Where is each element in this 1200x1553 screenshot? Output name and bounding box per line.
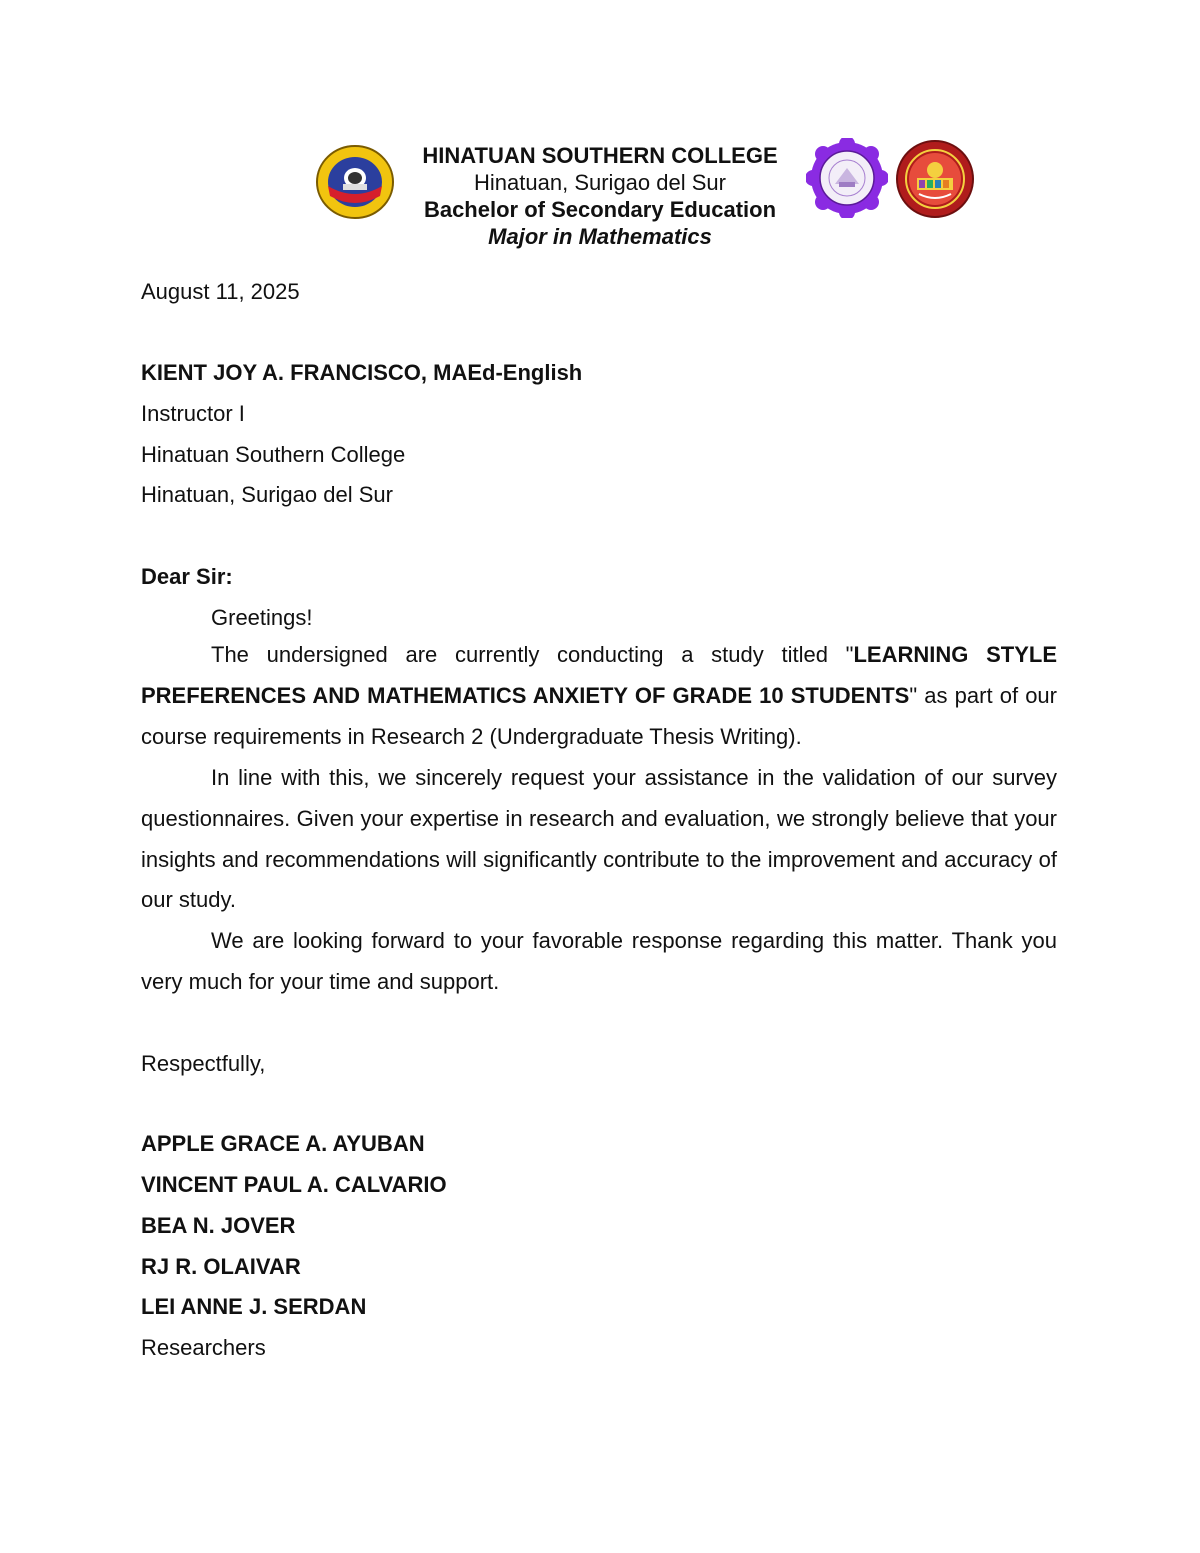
- program-major: Major in Mathematics: [488, 224, 712, 249]
- program-seal-icon: [806, 138, 888, 218]
- signatory: APPLE GRACE A. AYUBAN: [141, 1131, 425, 1156]
- study-title: LEARNING STYLE PREFERENCES AND MATHEMATICS ANXIETY OF GRADE 10 STUDENTS: [141, 642, 1057, 708]
- paragraph-1-rest: " as part of our course requirements in Research 2 (Undergraduate Thesis Writing).: [141, 682, 1057, 749]
- body-paragraph-3: [141, 921, 1057, 1003]
- signatory: BEA N. JOVER: [141, 1213, 296, 1238]
- department-seal-icon: [895, 140, 975, 218]
- recipient-institution: Hinatuan Southern College: [141, 442, 406, 467]
- program-name: Bachelor of Secondary Education: [423, 197, 777, 222]
- institution-location: Hinatuan, Surigao del Sur: [474, 170, 726, 195]
- recipient-position: Instructor I: [141, 401, 245, 426]
- body-paragraph-1: [141, 635, 1057, 757]
- college-seal-icon: [315, 144, 395, 220]
- letterhead: [0, 138, 1200, 258]
- letterhead-text: [405, 142, 795, 250]
- letter-date: August 11, 2025: [141, 279, 300, 304]
- signatory: VINCENT PAUL A. CALVARIO: [141, 1172, 447, 1197]
- recipient-address: Hinatuan, Surigao del Sur: [141, 482, 393, 507]
- recipient-name: KIENT JOY A. FRANCISCO, MAEd-English: [141, 360, 583, 385]
- greeting: Greetings!: [211, 605, 313, 630]
- body-paragraph-2: [141, 758, 1057, 921]
- salutation: Dear Sir:: [141, 564, 233, 589]
- paragraph-1-intro: The undersigned are currently conducting a study titled ": [211, 642, 854, 667]
- signatory: RJ R. OLAIVAR: [141, 1254, 301, 1279]
- closing: Respectfully,: [141, 1051, 266, 1076]
- paragraph-3-text: We are looking forward to your favorable response regarding this matter. Thank you very much for your time and support.: [141, 928, 1057, 994]
- paragraph-2-text: In line with this, we sincerely request your assistance in the validation of our survey questionnaires. Given your expertise in research and evaluation, we strongly believe that your insights and recommendations will significantly contribute to the improvement and accuracy of our study.: [141, 765, 1057, 913]
- signatory-role: Researchers: [141, 1335, 266, 1360]
- institution-name: HINATUAN SOUTHERN COLLEGE: [422, 143, 778, 168]
- signatory: LEI ANNE J. SERDAN: [141, 1294, 367, 1319]
